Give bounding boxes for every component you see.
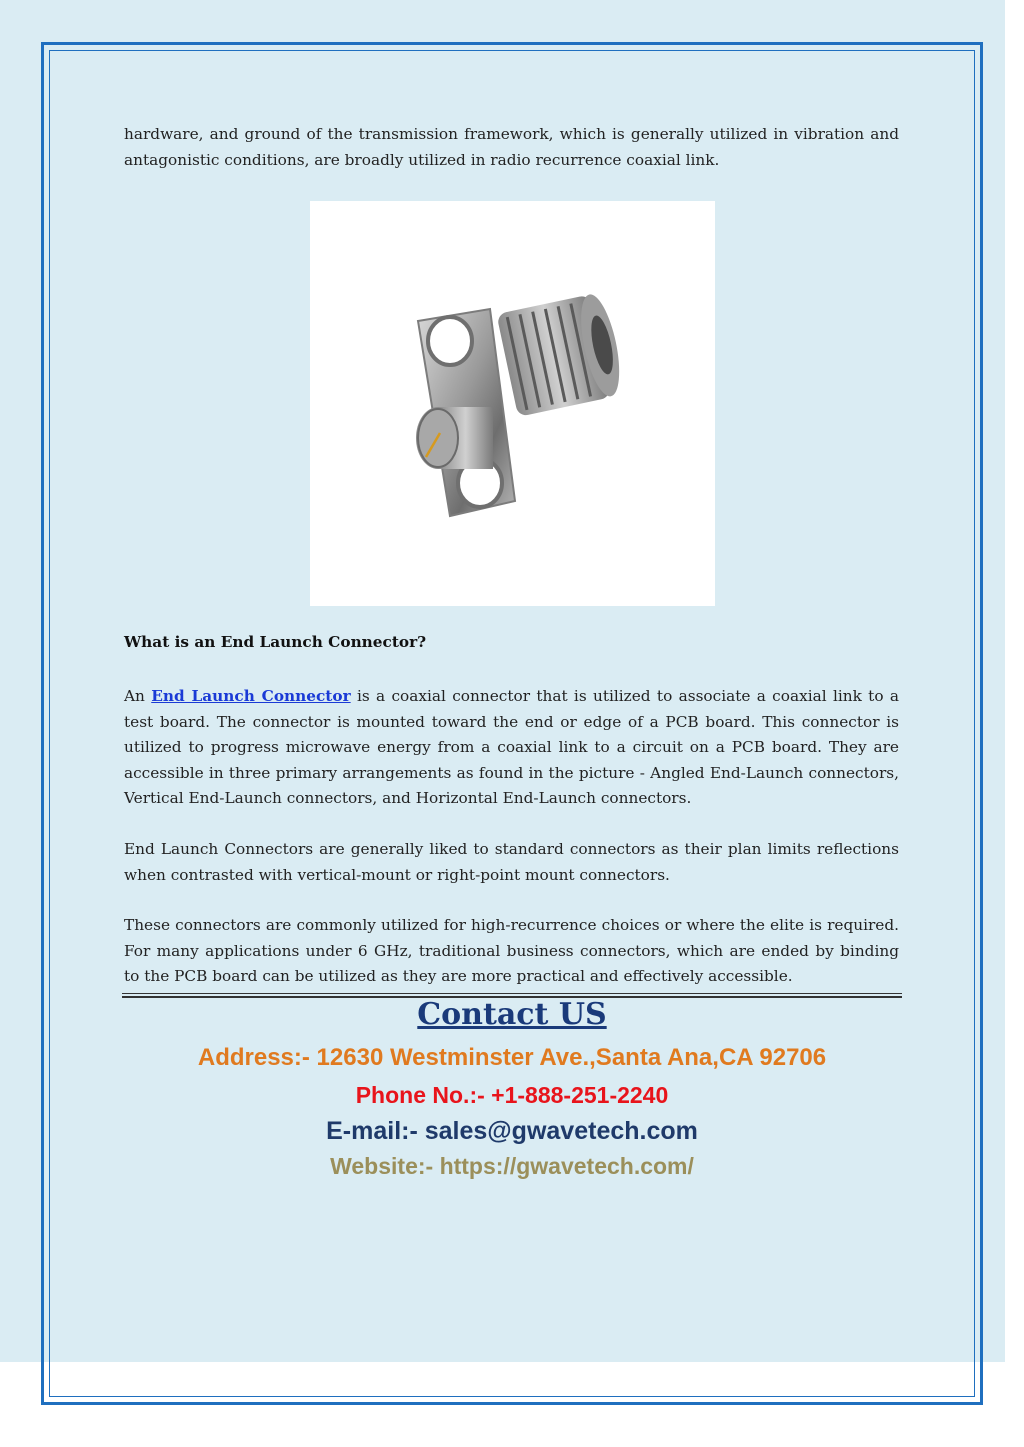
contact-phone: Phone No.:- +1-888-251-2240 [355, 1082, 669, 1108]
paragraph-advantages: End Launch Connectors are generally liked to standard connectors as their plan limits reflections when contrasted with vertical-mount or right-point mount connectors. [124, 840, 899, 884]
section-heading: What is an End Launch Connector? [124, 633, 427, 651]
contact-website: Website:- https://gwavetech.com/ [330, 1153, 694, 1179]
contact-email: E-mail:- sales@gwavetech.com [326, 1117, 698, 1145]
connector-photo [310, 201, 715, 606]
end-launch-connector-image [310, 201, 715, 606]
contact-title: Contact US [417, 997, 607, 1032]
paragraph-end-launch-definition [124, 684, 899, 812]
intro-paragraph: hardware, and ground of the transmission framework, which is generally utilized in vibration and antagonistic conditions, are broadly utilized in radio recurrence coaxial link. [124, 125, 899, 169]
contact-address: Address:- 12630 Westminster Ave.,Santa Ana,CA 92706 [197, 1044, 827, 1071]
divider-thin [122, 993, 902, 994]
paragraph-prefix: An [124, 687, 152, 705]
end-launch-connector-link[interactable]: End Launch Connector [151, 687, 351, 705]
paragraph-applications: These connectors are commonly utilized for high-recurrence choices or where the elite is required. For many applications under 6 GHz, traditional business connectors, which are ended by binding to the PCB board can be utilized as they are more practical and effectively accessible. [124, 916, 899, 985]
paragraph-body: is a coaxial connector that is utilized to associate a coaxial link to a test board. The connector is mounted toward the end or edge of a PCB board. This connector is utilized to progress microwave energy from a coaxial link to a circuit on a PCB board. They are accessible in three primary arrangements as found in the picture - Angled End-Launch connectors, Vertical End-Launch connectors, and Horizontal End-Launch connectors. [124, 687, 899, 807]
